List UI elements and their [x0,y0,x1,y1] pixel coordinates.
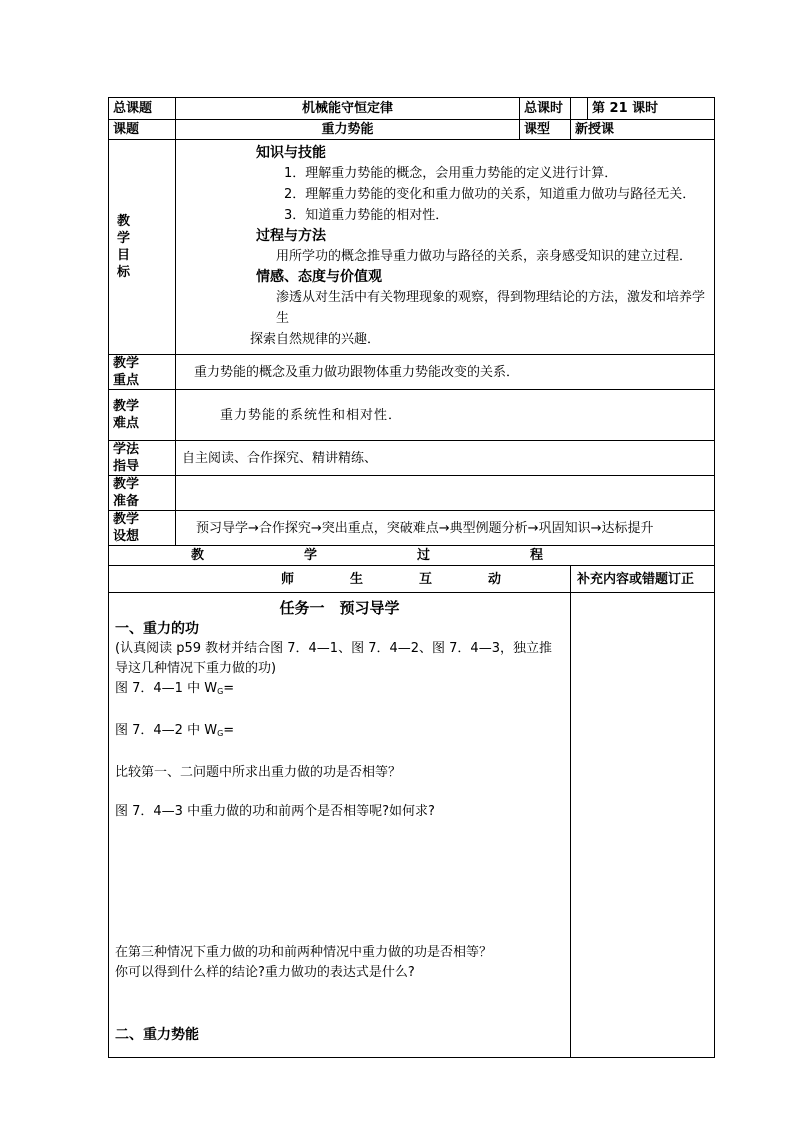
question-5: 在第三种情况下重力做的功和前两种情况中重力做的功是否相等？ [115,945,493,960]
objectives-label: 教 学 目 标 [109,140,176,355]
content-row [109,593,715,1058]
topic-label: 课题 [109,120,176,140]
intro-line-2: 导这几种情况下重力做的功) [115,661,277,676]
total-topic-label: 总课题 [109,98,176,120]
knowledge-item-2: 2．理解重力势能的变化和重力做功的关系，知道重力做功与路径无关． [284,187,696,202]
question-4: 图 7．4—3 中重力做的功和前两个是否相等呢?如何求? [115,804,435,819]
interaction-header-row [109,566,715,593]
lesson-plan-sheet [108,97,714,1058]
method-row [109,441,715,476]
preparation-row [109,476,715,511]
supplement-column [571,593,715,1058]
total-topic-value: 机械能守恒定律 [176,98,520,120]
total-topic-row [109,98,715,120]
difficulties-row [109,390,715,441]
process-content [109,593,571,1058]
process-text: 用所学功的概念推导重力做功与路径的关系，亲身感受知识的建立过程． [276,249,693,264]
design-label: 教学 设想 [109,511,176,546]
task-title: 任务一 预习导学 [279,599,400,617]
design-row [109,511,715,546]
type-label: 课型 [520,120,571,140]
lesson-number: 第 21 课时 [588,98,715,120]
question-3: 比较第一、二问题中所求出重力做的功是否相等？ [115,765,402,780]
section-gravity-work: 一、重力的功 [115,621,199,637]
difficulties-text: 重力势能的系统性和相对性． [176,390,715,441]
method-label: 学法 指导 [109,441,176,476]
intro-line-1: (认真阅读 p59 教材并结合图 7．4—1、图 7．4—2、图 7．4—3，独立推 [115,641,552,656]
emotion-title: 情感、态度与价值观 [256,269,382,285]
section-gravity-potential-energy: 二、重力势能 [115,1027,199,1043]
total-hours-label: 总课时 [520,98,571,120]
objectives-row [109,140,715,355]
key-points-label: 教学 重点 [109,355,176,390]
knowledge-item-1: 1．理解重力势能的概念，会用重力势能的定义进行计算． [284,166,618,181]
process-title: 过程与方法 [256,228,326,244]
interaction-header: 师 生 互 动 [109,566,571,593]
difficulties-label: 教学 难点 [109,390,176,441]
preparation-text [176,476,715,511]
knowledge-title: 知识与技能 [256,145,326,161]
type-value: 新授课 [571,120,715,140]
question-1: 图 7．4—1 中 $W_G=$ [115,681,235,696]
lesson-plan-table [108,97,715,1058]
emotion-text-line-2: 探索自然规律的兴趣． [250,332,381,347]
process-header-row [109,546,715,566]
total-hours-value [571,98,588,120]
question-6: 你可以得到什么样的结论?重力做功的表达式是什么? [115,965,415,980]
key-points-row [109,355,715,390]
design-text: 预习导学→合作探究→突出重点，突破难点→典型例题分析→巩固知识→达标提升 [176,511,715,546]
key-points-text: 重力势能的概念及重力做功跟物体重力势能改变的关系． [176,355,715,390]
process-header: 教 学 过 程 [109,546,715,566]
objectives-content [176,140,715,355]
method-text: 自主阅读、合作探究、精讲精练、 [176,441,715,476]
knowledge-item-3: 3．知道重力势能的相对性． [284,208,449,223]
emotion-text-line-1: 渗透从对生活中有关物理现象的观察，得到物理结论的方法，激发和培养学生 [276,290,706,326]
topic-row [109,120,715,140]
question-2: 图 7．4—2 中 $W_G=$ [115,723,235,738]
topic-value: 重力势能 [176,120,520,140]
preparation-label: 教学 准备 [109,476,176,511]
supplement-header: 补充内容或错题订正 [571,566,715,593]
